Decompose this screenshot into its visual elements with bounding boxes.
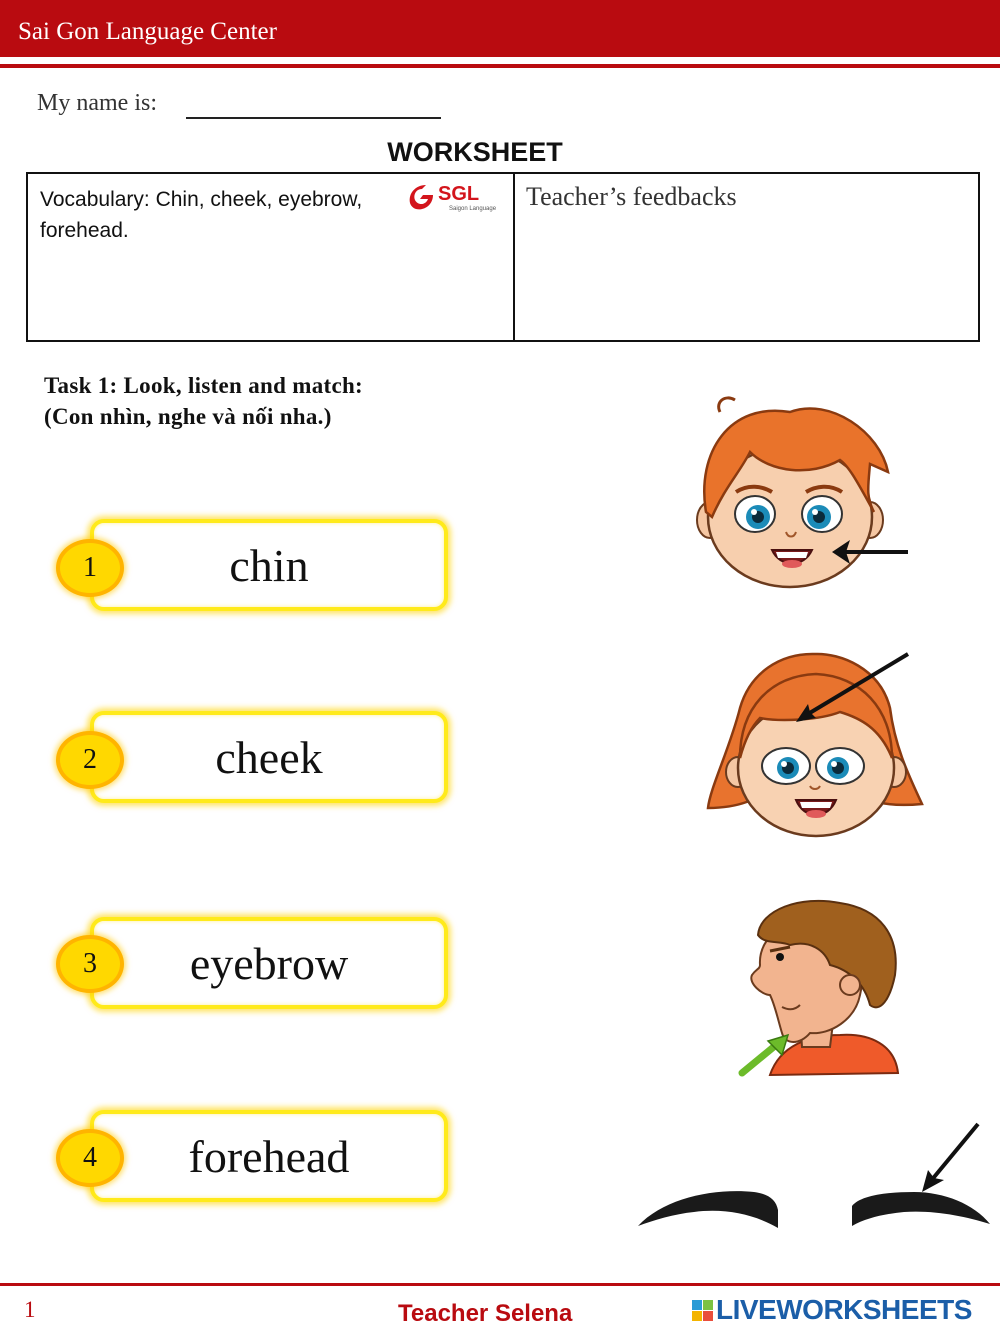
task-title — [44, 370, 363, 432]
header-rule — [0, 64, 1000, 68]
vocabulary-text: Vocabulary: Chin, cheek, eyebrow, forehead. — [40, 188, 363, 242]
name-input-line[interactable] — [186, 117, 441, 119]
word-card-2[interactable] — [90, 711, 448, 803]
word-label: forehead — [188, 1130, 350, 1182]
number-badge-3[interactable]: 3 — [56, 935, 124, 993]
name-label: My name is: — [37, 90, 157, 116]
sgl-logo-icon — [406, 179, 506, 213]
word-card-1[interactable] — [90, 519, 448, 611]
liveworksheets-logo[interactable] — [692, 1294, 972, 1326]
task-line-2: (Con nhìn, nghe và nối nha.) — [44, 404, 332, 429]
number-badge-2[interactable]: 2 — [56, 731, 124, 789]
footer-rule — [0, 1283, 1000, 1286]
eyebrows-icon[interactable] — [634, 1118, 994, 1238]
number-badge-4[interactable]: 4 — [56, 1129, 124, 1187]
sgl-logo-subtext: Saigon Language — [449, 206, 497, 212]
girl-face-forehead-icon[interactable] — [700, 648, 930, 843]
info-table — [26, 172, 980, 342]
word-card-3[interactable] — [90, 917, 448, 1009]
page-number: 1 — [24, 1297, 36, 1322]
task-line-1: Task 1: Look, listen and match: — [44, 373, 364, 398]
sgl-logo-text: SGL — [438, 183, 480, 205]
boy-face-cheek-icon[interactable] — [690, 392, 920, 592]
word-label: cheek — [215, 731, 323, 783]
man-profile-chin-icon[interactable] — [730, 895, 910, 1085]
word-label: eyebrow — [189, 937, 349, 989]
worksheet-title: WORKSHEET — [387, 137, 563, 167]
table-divider — [513, 174, 515, 340]
header-title: Sai Gon Language Center — [18, 18, 277, 45]
liveworksheets-text: LIVEWORKSHEETS — [716, 1294, 972, 1325]
word-card-4[interactable] — [90, 1110, 448, 1202]
word-label: chin — [229, 539, 309, 591]
teacher-name: Teacher Selena — [398, 1300, 573, 1327]
header-bar — [0, 0, 1000, 57]
feedback-label: Teacher’s feedbacks — [526, 182, 737, 211]
liveworksheets-blocks-icon — [692, 1300, 713, 1321]
number-badge-1[interactable]: 1 — [56, 539, 124, 597]
